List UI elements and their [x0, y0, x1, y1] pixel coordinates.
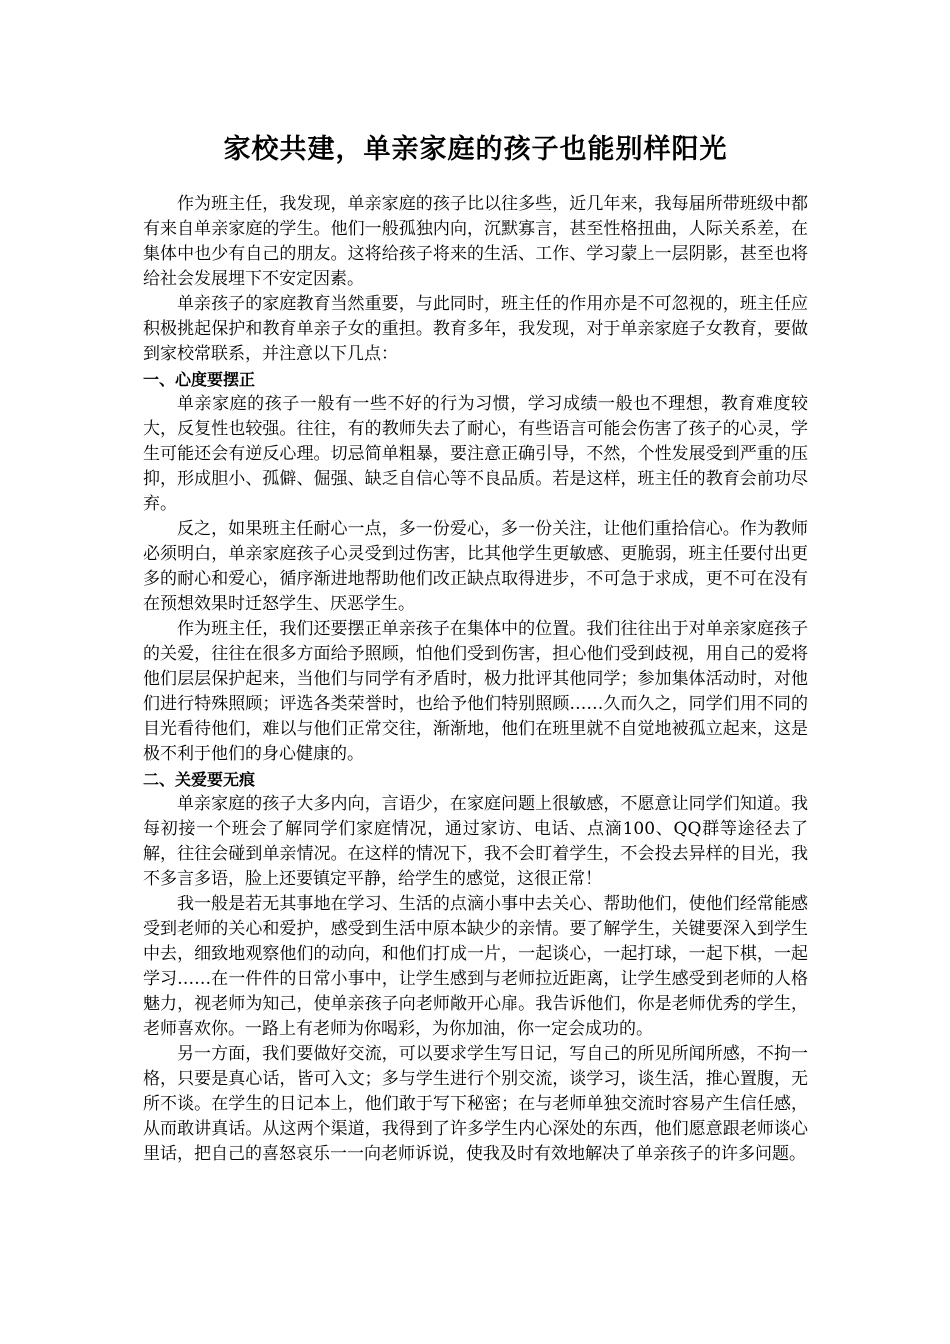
section-heading: 一、心度要摆正	[143, 370, 256, 389]
body-paragraph: 作为班主任，我发现，单亲家庭的孩子比以往多些，近几年来，我每届所带班级中都有来自单亲家庭的学生。他们一般孤独内向，沉默寡言，甚至性格扭曲，人际关系差，在集体中也少有自己的朋友。这将给孩子将来的生活、工作、学习蒙上一层阴影，甚至也将给社会发展埋下不安定因素。	[143, 194, 808, 289]
section-heading: 二、关爱要无痕	[143, 770, 256, 789]
document-page	[143, 130, 808, 1167]
body-paragraph: 我一般是若无其事地在学习、生活的点滴小事中去关心、帮助他们，使他们经常能感受到老师的关心和爱护，感受到生活中原本缺少的亲情。要了解学生，关键要深入到学生中去，细致地观察他们的动向，和他们打成一片，一起谈心，一起打球，一起下棋，一起学习……在一件件的日常小事中，让学生感到与老师拉近距离，让学生感受到老师的人格魅力，视老师为知己，使单亲孩子向老师敞开心扉。我告诉他们，你是老师优秀的学生，老师喜欢你。一路上有老师为你喝彩，为你加油，你一定会成功的。	[143, 894, 808, 1039]
body-paragraph: 作为班主任，我们还要摆正单亲孩子在集体中的位置。我们往往出于对单亲家庭孩子的关爱，往往在很多方面给予照顾，怕他们受到伤害，担心他们受到歧视，用自己的爱将他们层层保护起来，当他们与同学有矛盾时，极力批评其他同学；参加集体活动时，对他们进行特殊照顾；评选各类荣誉时，也给予他们特别照顾……久而久之，同学们用不同的目光看待他们，难以与他们正常交往，渐渐地，他们在班里就不自觉地被孤立起来，这是极不利于他们的身心健康的。	[143, 619, 808, 764]
body-paragraph: 单亲家庭的孩子一般有一些不好的行为习惯，学习成绩一般也不理想，教育难度较大，反复性也较强。往往，有的教师失去了耐心，有些语言可能会伤害了孩子的心灵，学生可能还会有逆反心理。切忌简单粗暴，要注意正确引导，不然，个性发展受到严重的压抑，形成胆小、孤僻、倔强、缺乏自信心等不良品质。若是这样，班主任的教育会前功尽弃。	[143, 394, 808, 514]
body-paragraph: 反之，如果班主任耐心一点，多一份爱心，多一份关注，让他们重拾信心。作为教师必须明白，单亲家庭孩子心灵受到过伤害，比其他学生更敏感、更脆弱，班主任要付出更多的耐心和爱心，循序渐进地帮助他们改正缺点取得进步，不可急于求成，更不可在没有在预想效果时迁怒学生、厌恶学生。	[143, 519, 808, 614]
body-paragraph: 单亲家庭的孩子大多内向，言语少，在家庭问题上很敏感，不愿意让同学们知道。我每初接一个班会了解同学们家庭情况，通过家访、电话、点滴100、QQ群等途径去了解，往往会碰到单亲情况。在这样的情况下，我不会盯着学生，不会投去异样的目光，我不多言多语，脸上还要镇定平静，给学生的感觉，这很正常！	[143, 794, 808, 889]
body-paragraph: 单亲孩子的家庭教育当然重要，与此同时，班主任的作用亦是不可忽视的，班主任应积极挑起保护和教育单亲子女的重担。教育多年，我发现，对于单亲家庭子女教育，要做到家校常联系，并注意以下几点：	[143, 294, 808, 364]
document-title: 家校共建，单亲家庭的孩子也能别样阳光	[223, 134, 728, 165]
body-paragraph: 另一方面，我们要做好交流，可以要求学生写日记，写自己的所见所闻所感，不拘一格，只要是真心话，皆可入文；多与学生进行个别交流，谈学习，谈生活，推心置腹，无所不谈。在学生的日记本上，他们敢于写下秘密；在与老师单独交流时容易产生信任感，从而敢讲真话。从这两个渠道，我得到了许多学生内心深处的东西，他们愿意跟老师谈心里话，把自己的喜怒哀乐一一向老师诉说，使我及时有效地解决了单亲孩子的许多问题。	[143, 1044, 808, 1164]
